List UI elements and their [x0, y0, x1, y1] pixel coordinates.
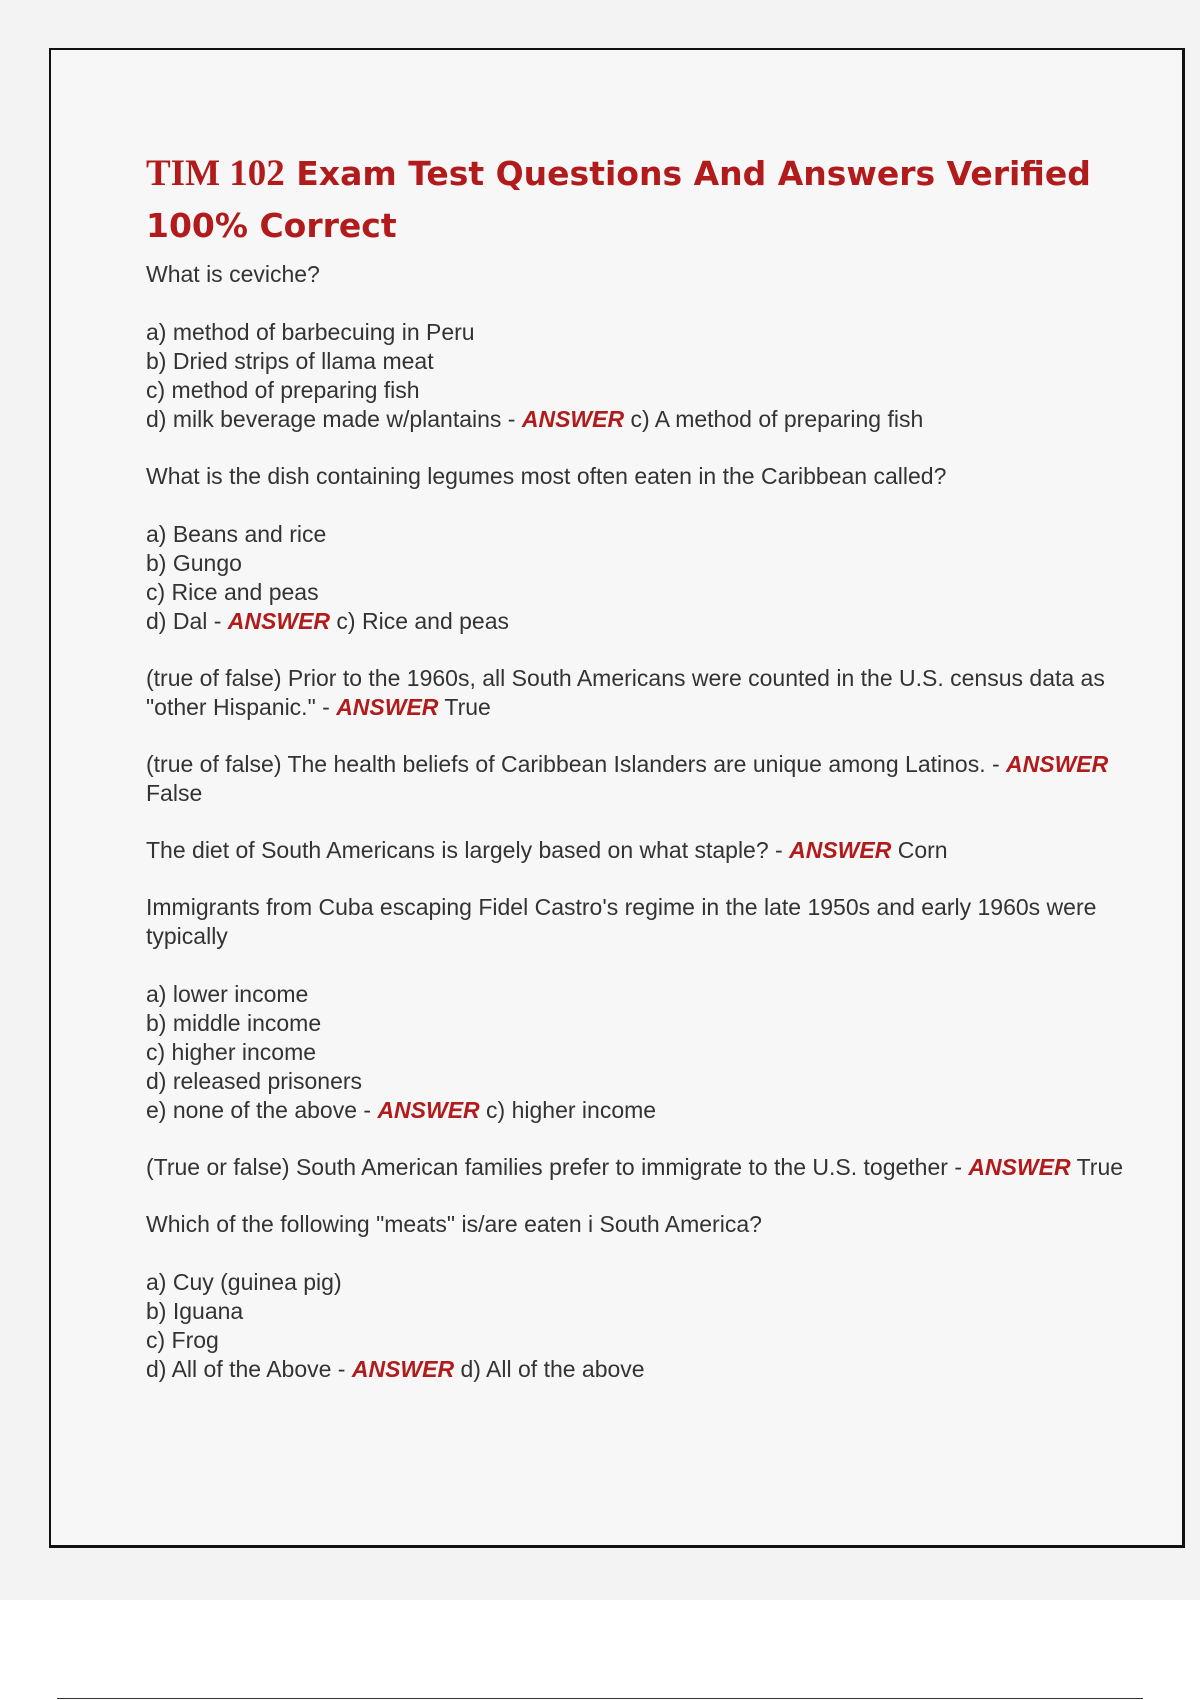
option-a: a) lower income: [146, 981, 309, 1007]
answer-label: ANSWER: [789, 837, 892, 863]
footer-divider: [57, 1698, 1143, 1699]
option-b: b) Dried strips of llama meat: [146, 348, 434, 374]
document-title: [146, 148, 1146, 252]
question-body: (true of false) Prior to the 1960s, all South Americans were counted in the U.S. census data as "other Hispanic." -: [146, 665, 1105, 720]
question-block-4: [146, 750, 1146, 808]
question-body: The diet of South Americans is largely based on what staple? -: [146, 837, 790, 863]
question-block-5: [146, 836, 1146, 865]
option-b: b) Gungo: [146, 550, 242, 576]
answer-label: ANSWER: [336, 694, 439, 720]
title-course-code: TIM 102: [146, 153, 285, 194]
question-body: (true of false) The health beliefs of Caribbean Islanders are unique among Latinos. -: [146, 751, 1007, 777]
question-text: Which of the following "meats" is/are eaten i South America?: [146, 1211, 762, 1237]
question-text: What is the dish containing legumes most often eaten in the Caribbean called?: [146, 463, 947, 489]
question-text: [146, 750, 1146, 808]
question-text: [146, 1153, 1146, 1182]
option-b: b) Iguana: [146, 1298, 244, 1324]
document-page: [49, 48, 1185, 1548]
question-text: What is ceviche?: [146, 261, 320, 287]
answer-text: c) higher income: [479, 1097, 657, 1123]
answer-label: ANSWER: [521, 406, 625, 432]
answer-text: c) Rice and peas: [330, 608, 510, 634]
option-c: c) method of preparing fish: [146, 377, 420, 403]
option-d-text: d) Dal -: [146, 608, 228, 634]
question-text: [146, 664, 1146, 722]
question-text: Immigrants from Cuba escaping Fidel Castro's regime in the late 1950s and early 1960s were typically: [146, 894, 1097, 949]
question-block-1: [146, 260, 1146, 434]
answer-label: ANSWER: [968, 1154, 1071, 1180]
answer-text: Corn: [891, 837, 948, 863]
question-block-2: [146, 462, 1146, 636]
question-block-6: [146, 893, 1146, 1125]
answer-text: True: [1070, 1154, 1124, 1180]
answer-label: ANSWER: [377, 1097, 480, 1123]
option-d: [146, 405, 1146, 434]
option-d: d) released prisoners: [146, 1068, 363, 1094]
question-block-7: [146, 1153, 1146, 1182]
answer-label: ANSWER: [1006, 751, 1109, 777]
answer-text: False: [146, 780, 203, 806]
question-body: (True or false) South American families prefer to immigrate to the U.S. together -: [146, 1154, 969, 1180]
option-c: c) higher income: [146, 1039, 317, 1065]
question-block-3: [146, 664, 1146, 722]
page-content: [146, 148, 1146, 1412]
option-a: a) method of barbecuing in Peru: [146, 319, 475, 345]
option-d: [146, 1355, 1146, 1384]
answer-label: ANSWER: [227, 608, 331, 634]
answer-label: ANSWER: [351, 1356, 455, 1382]
option-b: b) middle income: [146, 1010, 322, 1036]
option-d-text: d) All of the Above -: [146, 1356, 352, 1382]
answer-text: d) All of the above: [454, 1356, 645, 1382]
option-e: [146, 1096, 1146, 1125]
option-a: a) Beans and rice: [146, 521, 327, 547]
option-e-text: e) none of the above -: [146, 1097, 378, 1123]
answer-text: True: [438, 694, 491, 720]
question-text: [146, 836, 1146, 865]
option-d-text: d) milk beverage made w/plantains -: [146, 406, 522, 432]
option-c: c) Rice and peas: [146, 579, 319, 605]
answer-text: c) A method of preparing fish: [624, 406, 924, 432]
option-c: c) Frog: [146, 1327, 219, 1353]
option-d: [146, 607, 1146, 636]
option-a: a) Cuy (guinea pig): [146, 1269, 342, 1295]
question-block-8: [146, 1210, 1146, 1384]
title-text: Exam Test Questions And Answers Verified 100% Correct: [146, 154, 1091, 245]
